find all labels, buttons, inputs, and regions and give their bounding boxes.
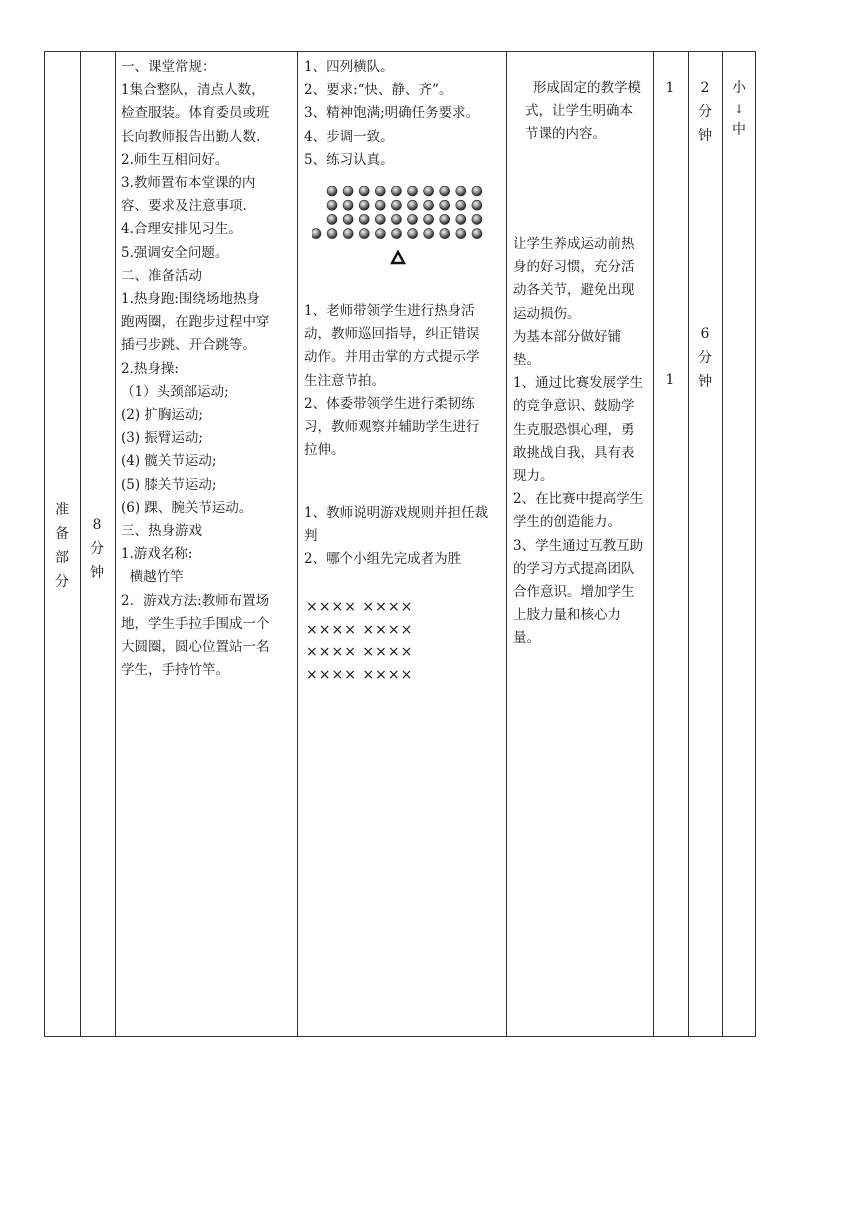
org-line: 2、体委带领学生进行柔韧练 — [304, 395, 475, 412]
content-line: 跑两圈，在跑步过程中穿 — [121, 314, 270, 331]
goal-line: 让学生养成运动前热 — [513, 236, 635, 252]
org-line: 1、老师带领学生进行热身活 — [304, 303, 475, 319]
goal-line: 1、通过比赛发展学生 — [513, 375, 644, 392]
organization-block-2 — [304, 300, 480, 462]
student-marker-icon — [359, 200, 369, 210]
org-line: 动作。并用击掌的方式提示学 — [304, 349, 480, 366]
goal-line: 上肢力量和核心力 — [513, 607, 621, 624]
student-marker-icon — [343, 229, 353, 239]
duration-char: 分 — [698, 104, 712, 120]
organization-block-3 — [304, 502, 488, 572]
content-line: 检查服装。体育委员或班 — [121, 105, 270, 122]
content-line: 3.教师置布本堂课的内 — [121, 175, 256, 192]
content-column — [121, 56, 270, 682]
duration-char: 2 — [700, 80, 710, 96]
student-marker-icon — [375, 186, 385, 196]
count-value: 1 — [665, 80, 675, 96]
goal-line: 式，让学生明确本 — [525, 103, 633, 120]
student-marker-icon — [375, 229, 385, 239]
student-marker-icon — [472, 200, 482, 210]
content-line: 一、课堂常规： — [121, 59, 216, 75]
goal-line: 学生的创造能力。 — [513, 514, 621, 531]
cross-row: ×××× ×××× — [306, 621, 414, 638]
student-marker-icon — [327, 229, 337, 239]
org-line: 1、四列横队。 — [304, 59, 394, 75]
duration-char: 钟 — [698, 374, 712, 390]
formation-svg — [312, 186, 484, 266]
column-divider — [506, 52, 507, 1036]
student-marker-icon — [440, 200, 450, 210]
student-marker-icon — [456, 200, 466, 210]
column-divider — [653, 52, 654, 1036]
content-line: 大圆圈，圆心位置站一名 — [121, 639, 270, 656]
goal-line: 3、学生通过互教互助 — [513, 537, 644, 554]
student-marker-icon — [327, 186, 337, 196]
cross-row: ×××× ×××× — [306, 599, 414, 615]
content-line: （1）头颈部运动; — [121, 383, 229, 400]
content-line: 插弓步跳、开合跳等。 — [121, 337, 256, 354]
student-marker-icon — [408, 214, 418, 224]
goal-line: 的学习方式提高团队 — [513, 560, 635, 577]
cross-row: ×××× ×××× — [306, 666, 414, 683]
intensity — [722, 76, 756, 142]
content-line: 长向教师报告出勤人数. — [121, 128, 261, 145]
content-line: 地，学生手拉手围成一个 — [121, 615, 270, 632]
column-divider — [688, 52, 689, 1036]
goal-line: 2、在比赛中提高学生 — [513, 491, 644, 508]
student-marker-icon — [440, 186, 450, 196]
student-marker-icon — [359, 229, 369, 239]
student-marker-icon — [472, 229, 482, 239]
section-time-char: 8 — [92, 517, 102, 533]
org-line: 动，教师巡回指导，纠正错误 — [304, 326, 480, 343]
student-marker-icon — [456, 229, 466, 239]
group-formation-crosses — [306, 596, 413, 686]
arrow-down-icon: ↓ — [733, 102, 745, 116]
count-value: 1 — [665, 372, 675, 388]
goal-line: 现力。 — [513, 468, 554, 485]
student-marker-icon — [359, 214, 369, 224]
student-marker-icon — [343, 214, 353, 224]
org-line: 拉伸。 — [304, 442, 345, 459]
student-marker-icon — [456, 186, 466, 196]
duration-char: 钟 — [698, 128, 712, 144]
content-line: 5.强调安全问题。 — [121, 244, 229, 261]
org-line: 习，教师观察并辅助学生进行 — [304, 419, 480, 436]
content-line: 三、热身游戏 — [121, 523, 202, 540]
student-marker-icon — [343, 200, 353, 210]
student-marker-icon — [408, 229, 418, 239]
content-line: 2.师生互相问好。 — [121, 151, 229, 168]
student-marker-icon — [440, 214, 450, 224]
intensity-low: 小 — [732, 80, 746, 96]
org-line: 2、哪个小组先完成者为胜 — [304, 551, 462, 568]
duration-2 — [688, 322, 722, 394]
section-time — [81, 513, 113, 585]
duration-char: 分 — [698, 350, 712, 366]
student-marker-icon — [424, 229, 434, 239]
goal-line: 的竞争意识、鼓励学 — [513, 398, 635, 415]
goal-line: 节课的内容。 — [525, 126, 606, 143]
content-line: 1集合整队，清点人数， — [121, 82, 265, 99]
goal-line: 动各关节，避免出现 — [513, 282, 635, 299]
student-marker-icon — [312, 229, 321, 239]
goal-line: 量。 — [513, 630, 540, 647]
section-name-char: 部 — [55, 550, 69, 566]
org-line: 判 — [304, 528, 318, 545]
column-divider — [115, 52, 116, 1036]
goal-block-2 — [513, 233, 643, 651]
student-marker-icon — [472, 186, 482, 196]
goal-block-1 — [527, 77, 641, 147]
org-line: 5、练习认真。 — [304, 151, 394, 168]
student-marker-icon — [408, 186, 418, 196]
student-marker-icon — [408, 200, 418, 210]
org-line: 生注意节拍。 — [304, 372, 385, 389]
student-marker-icon — [391, 186, 401, 196]
student-marker-icon — [392, 229, 402, 239]
student-markers — [312, 186, 482, 239]
organization-block-1 — [304, 56, 479, 172]
student-marker-icon — [391, 200, 401, 210]
content-line: 学生，手持竹竿。 — [121, 662, 229, 679]
content-line: (4) 髋关节运动; — [121, 453, 217, 470]
column-divider — [297, 52, 298, 1036]
student-marker-icon — [440, 229, 450, 239]
section-name — [46, 498, 78, 594]
student-marker-icon — [359, 186, 369, 196]
content-line: (5) 膝关节运动; — [121, 476, 217, 493]
section-name-char: 准 — [55, 502, 69, 518]
duration-1 — [688, 76, 722, 148]
goal-line: 敢挑战自我，具有表 — [513, 444, 635, 461]
student-marker-icon — [424, 214, 434, 224]
content-line: 1.热身跑:围绕场地热身 — [121, 291, 260, 308]
goal-line: 生克服恐惧心理，勇 — [513, 421, 635, 438]
count-2 — [653, 368, 687, 392]
section-name-char: 备 — [55, 526, 69, 542]
student-marker-icon — [327, 214, 337, 224]
goal-line: 垫。 — [513, 352, 540, 369]
section-time-char: 钟 — [90, 565, 104, 581]
student-marker-icon — [456, 214, 466, 224]
cross-row: ×××× ×××× — [306, 644, 414, 660]
section-name-char: 分 — [55, 574, 69, 590]
column-divider — [722, 52, 723, 1036]
student-marker-icon — [424, 186, 434, 196]
section-time-char: 分 — [90, 541, 104, 557]
content-line: (6) 踝、腕关节运动。 — [121, 499, 253, 516]
duration-char: 6 — [700, 326, 710, 342]
intensity-mid: 中 — [732, 122, 746, 138]
goal-line: 身的好习惯，充分活 — [513, 259, 635, 276]
student-marker-icon — [391, 214, 401, 224]
org-line: 1、教师说明游戏规则并担任裁 — [304, 505, 489, 521]
student-marker-icon — [343, 186, 353, 196]
goal-line: 为基本部分做好铺 — [513, 328, 621, 345]
content-line: 容、要求及注意事项. — [121, 198, 247, 215]
content-line: 4.合理安排见习生。 — [121, 221, 242, 238]
goal-line: 运动损伤。 — [513, 305, 581, 322]
content-line: 横越竹竿 — [121, 569, 184, 586]
org-line: 3、精神饱满;明确任务要求。 — [304, 105, 480, 122]
teacher-triangle-icon — [392, 252, 404, 263]
formation-diagram — [312, 186, 484, 266]
student-marker-icon — [327, 200, 337, 210]
student-marker-icon — [424, 200, 434, 210]
content-line: 1.游戏名称: — [121, 546, 193, 563]
content-line: 2．游戏方法:教师布置场 — [121, 592, 270, 609]
org-line: 2、要求:“快、静、齐”。 — [304, 82, 453, 99]
content-line: (3) 振臂运动; — [121, 430, 203, 447]
student-marker-icon — [375, 200, 385, 210]
goal-line: 形成固定的教学模 — [533, 80, 641, 96]
org-line: 4、步调一致。 — [304, 128, 394, 145]
content-line: (2) 扩胸运动; — [121, 407, 203, 424]
student-marker-icon — [375, 214, 385, 224]
student-marker-icon — [472, 214, 482, 224]
content-line: 二、准备活动 — [121, 267, 202, 284]
content-line: 2.热身操: — [121, 360, 179, 377]
goal-line: 合作意识。增加学生 — [513, 584, 635, 601]
count-1 — [653, 76, 687, 100]
